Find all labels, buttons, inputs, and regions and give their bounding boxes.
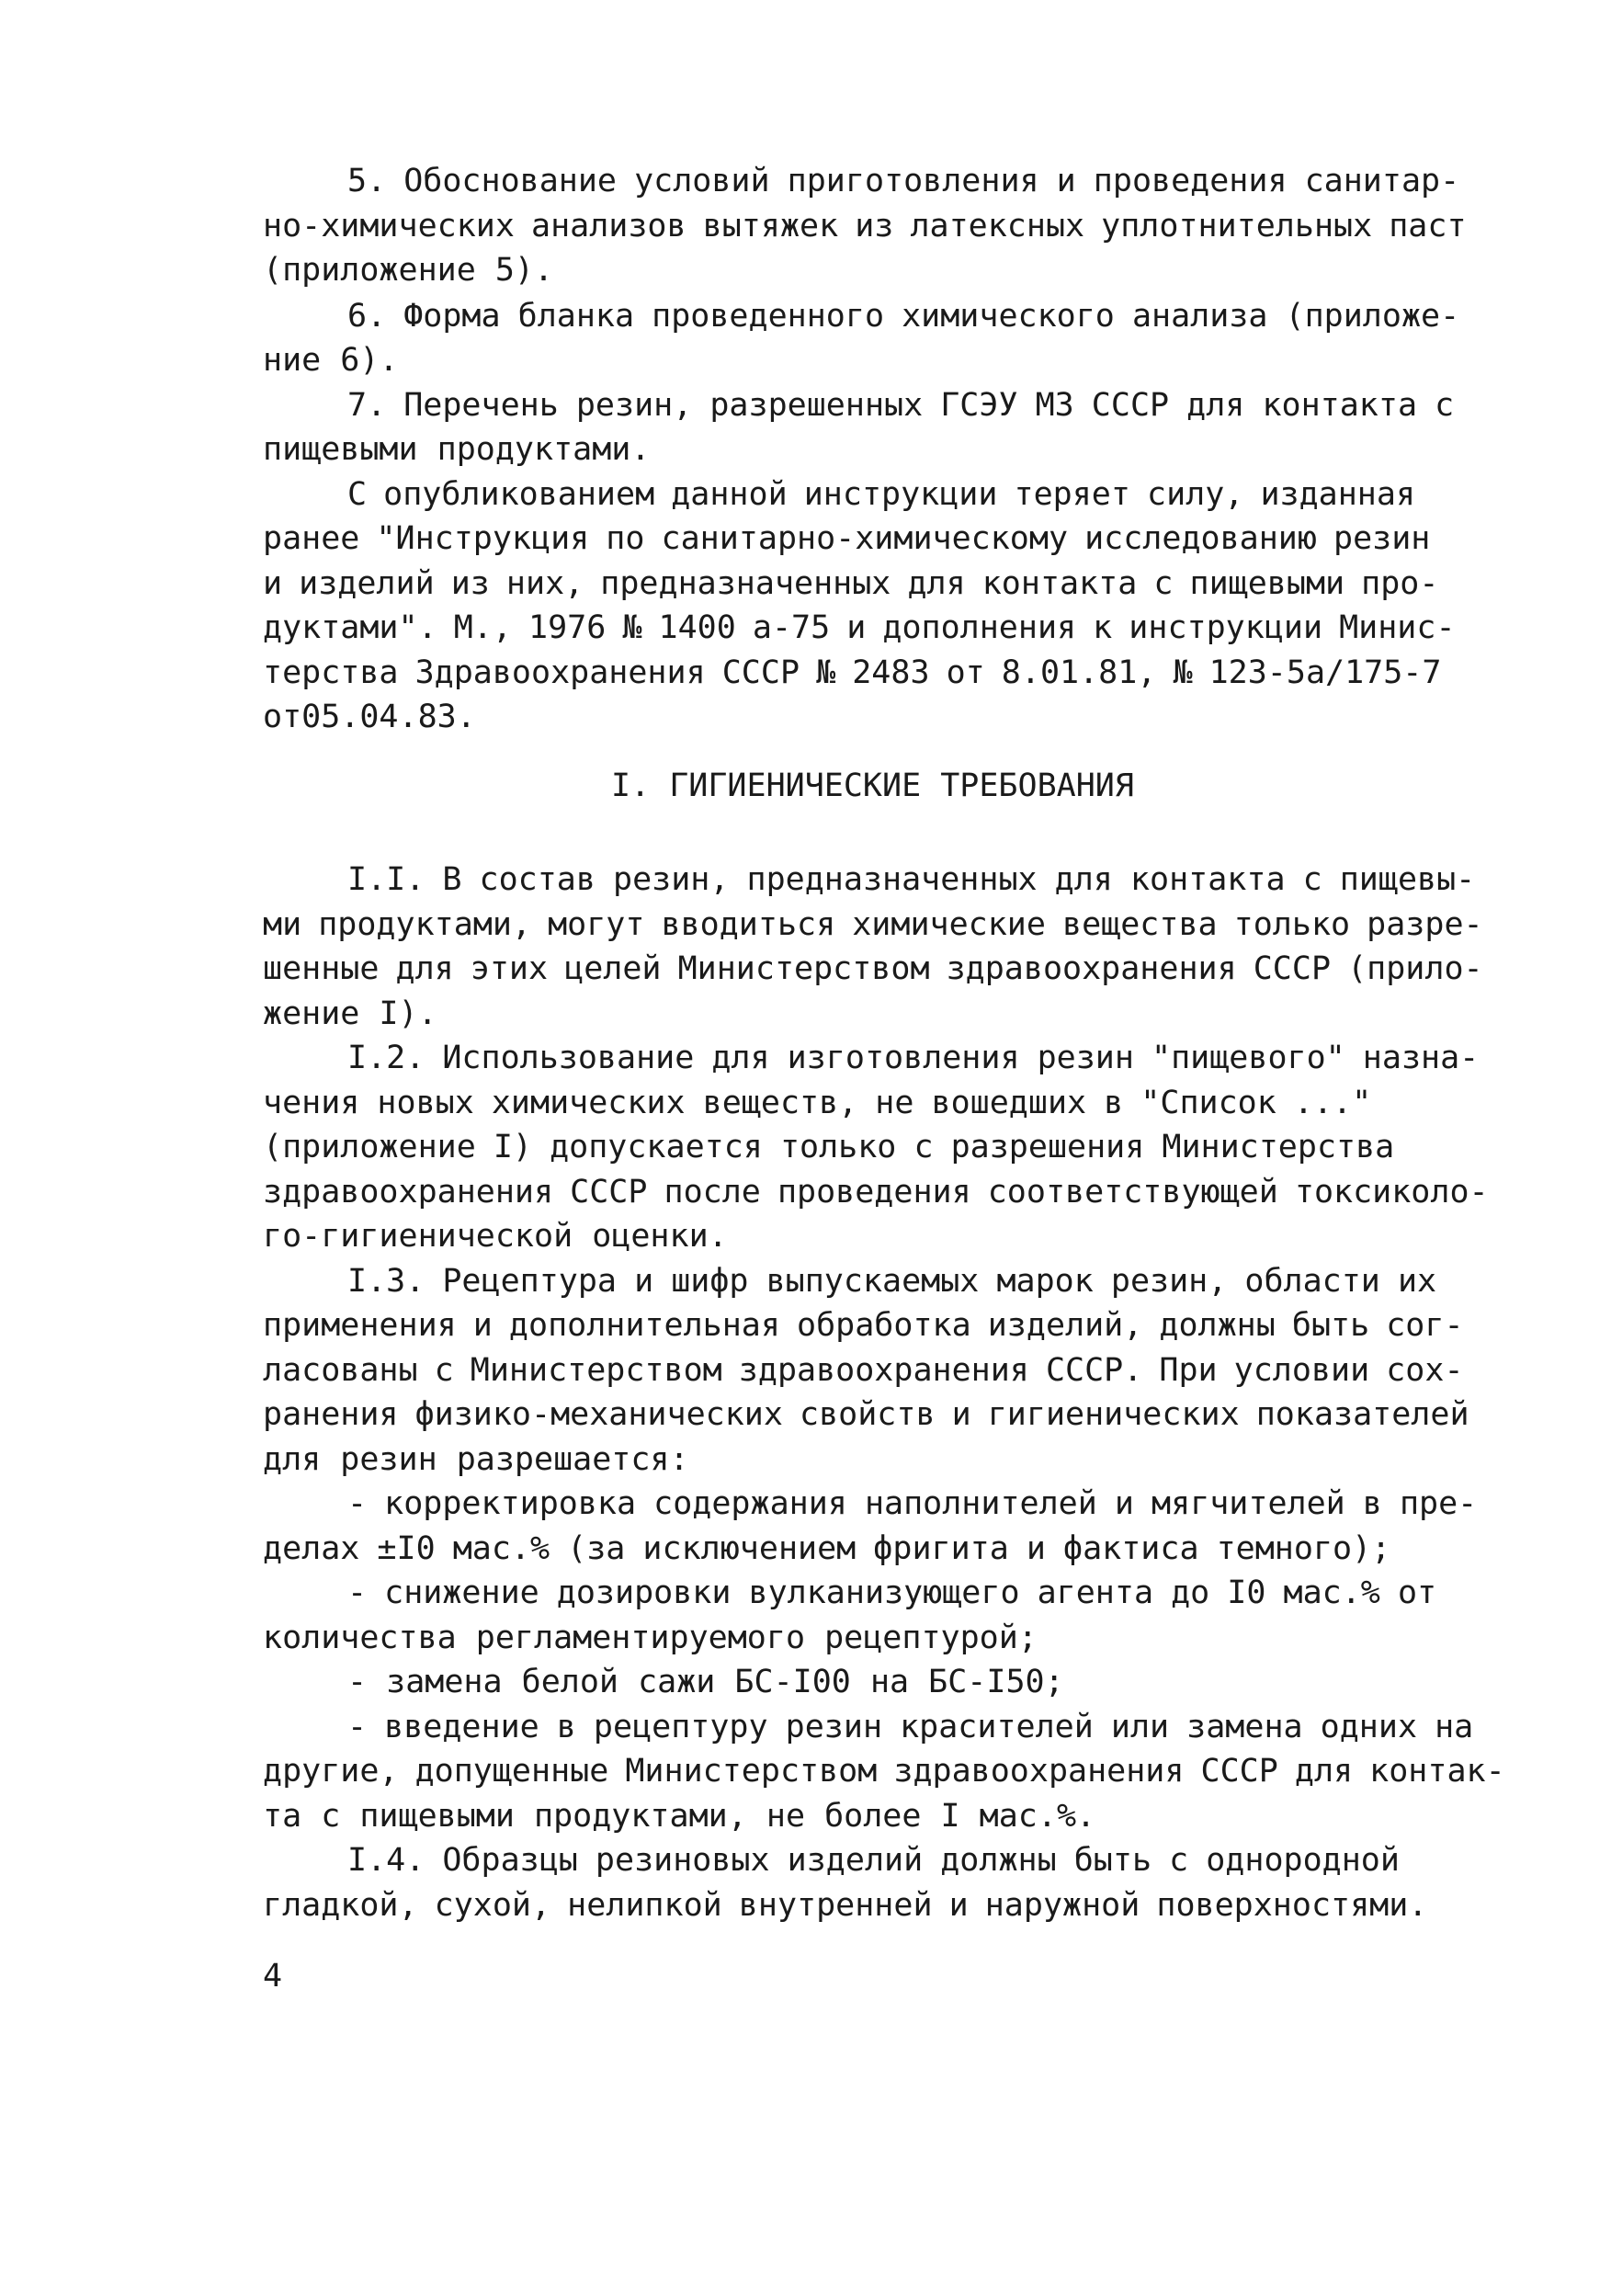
text-line: го-гигиенической оценки. xyxy=(263,1218,728,1255)
text-line: делах ±I0 мас.% (за исключением фригита и фактиса темного); xyxy=(263,1530,1391,1567)
text-line: - замена белой сажи БС-I00 на БС-I50; xyxy=(347,1664,1064,1700)
text-line: 5. Обоснование условий приготовления и проведения санитар- xyxy=(347,163,1460,199)
text-line: шенные для этих целей Министерством здравоохранения СССР (прило- xyxy=(263,950,1483,987)
text-line: и изделий из них, предназначенных для контакта с пищевыми про- xyxy=(263,565,1439,602)
text-line: С опубликованием данной инструкции теряет силу, изданная xyxy=(347,476,1416,513)
text-line: дуктами". М., 1976 № 1400 а-75 и дополнения к инструкции Минис- xyxy=(263,609,1456,646)
text-line: жение I). xyxy=(263,995,437,1032)
text-line: терства Здравоохранения СССР № 2483 от 8.01.81, № 123-5а/175-7 xyxy=(263,654,1442,691)
text-line: ми продуктами, могут вводиться химические вещества только разре- xyxy=(263,906,1483,943)
text-line: - корректировка содержания наполнителей и мягчителей в пре- xyxy=(347,1485,1478,1522)
text-line: I.4. Образцы резиновых изделий должны быть с однородной xyxy=(347,1842,1400,1879)
text-line: - снижение дозировки вулканизующего агента до I0 мас.% от xyxy=(347,1574,1437,1611)
text-line: но-химических анализов вытяжек из латексных уплотнительных паст xyxy=(263,208,1467,244)
text-line: количества регламентируемого рецептурой; xyxy=(263,1620,1038,1656)
page-number: 4 xyxy=(263,1958,283,1995)
text-line: 7. Перечень резин, разрешенных ГСЭУ МЗ СССР для контакта с xyxy=(347,387,1455,424)
text-line: ранее "Инструкция по санитарно-химическому исследованию резин xyxy=(263,520,1431,557)
text-line: гладкой, сухой, нелипкой внутренней и наружной поверхностями. xyxy=(263,1887,1428,1924)
text-line: - введение в рецептуру резин красителей или замена одних на xyxy=(347,1709,1474,1745)
text-line: I.2. Использование для изготовления резин "пищевого" назна- xyxy=(347,1040,1480,1076)
text-line: (приложение I) допускается только с разрешения Министерства xyxy=(263,1129,1395,1165)
text-line: I.3. Рецептура и шифр выпускаемых марок резин, области их xyxy=(347,1263,1437,1300)
text-line: от05.04.83. xyxy=(263,699,476,735)
text-line: 6. Форма бланка проведенного химического анализа (приложе- xyxy=(347,298,1460,335)
text-line: ранения физико-механических свойств и гигиенических показателей xyxy=(263,1396,1469,1433)
section-heading: I. ГИГИЕНИЧЕСКИЕ ТРЕБОВАНИЯ xyxy=(611,767,1134,804)
text-line: применения и дополнительная обработка изделий, должны быть сог- xyxy=(263,1307,1464,1344)
text-line: I.I. В состав резин, предназначенных для контакта с пищевы- xyxy=(347,861,1476,898)
text-line: ние 6). xyxy=(263,342,399,379)
text-line: для резин разрешается: xyxy=(263,1441,689,1478)
text-line: здравоохранения СССР после проведения соответствующей токсиколо- xyxy=(263,1174,1489,1211)
text-line: другие, допущенные Министерством здравоохранения СССР для контак- xyxy=(263,1753,1505,1790)
text-line: пищевыми продуктами. xyxy=(263,431,651,468)
text-line: чения новых химических веществ, не вошедших в "Список ..." xyxy=(263,1085,1372,1121)
text-line: та с пищевыми продуктами, не более I мас.%. xyxy=(263,1798,1096,1835)
text-line: (приложение 5). xyxy=(263,252,554,289)
text-line: ласованы с Министерством здравоохранения СССР. При условии сох- xyxy=(263,1352,1464,1389)
